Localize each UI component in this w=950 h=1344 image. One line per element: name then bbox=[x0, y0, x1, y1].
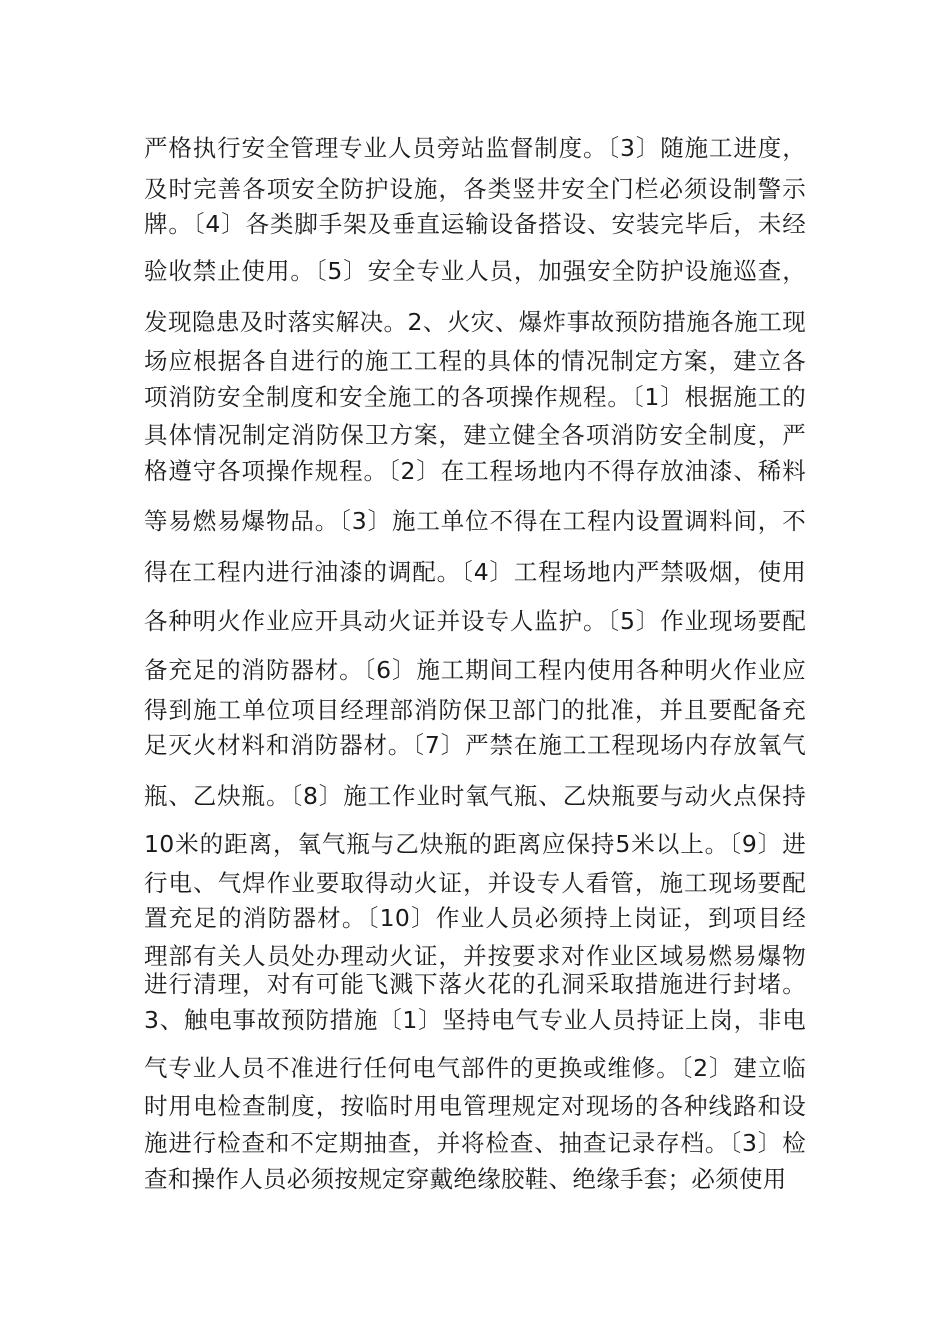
text-line: 置充足的消防器材。〔10〕作业人员必须持上岗证，到项目经 bbox=[144, 904, 806, 932]
text-line: 查和操作人员必须按规定穿戴绝缘胶鞋、绝缘手套；必须使用 bbox=[144, 1165, 787, 1193]
text-line: 10米的距离，氧气瓶与乙炔瓶的距离应保持5米以上。〔9〕进 bbox=[144, 830, 806, 858]
text-line: 项消防安全制度和安全施工的各项操作规程。〔1〕根据施工的 bbox=[144, 383, 806, 411]
text-line: 3、触电事故预防措施〔1〕坚持电气专业人员持证上岗，非电 bbox=[144, 1006, 806, 1034]
text-line: 施进行检查和不定期抽查，并将检查、抽查记录存档。〔3〕检 bbox=[144, 1129, 806, 1157]
text-line: 备充足的消防器材。〔6〕施工期间工程内使用各种明火作业应 bbox=[144, 656, 806, 684]
text-line: 气专业人员不准进行任何电气部件的更换或维修。〔2〕建立临 bbox=[144, 1054, 806, 1082]
text-line: 及时完善各项安全防护设施，各类竖井安全门栏必须设制警示 bbox=[144, 175, 806, 203]
text-line: 牌。〔4〕各类脚手架及垂直运输设备搭设、安装完毕后，未经 bbox=[144, 210, 806, 238]
text-line: 足灭火材料和消防器材。〔7〕严禁在施工工程现场内存放氧气 bbox=[144, 731, 806, 759]
text-line: 严格执行安全管理专业人员旁站监督制度。〔3〕随施工进度， bbox=[144, 134, 806, 162]
text-line: 发现隐患及时落实解决。2、火灾、爆炸事故预防措施各施工现 bbox=[144, 308, 806, 336]
text-line: 理部有关人员处办理动火证，并按要求对作业区域易燃易爆物 bbox=[144, 942, 806, 970]
text-line: 得在工程内进行油漆的调配。〔4〕工程场地内严禁吸烟，使用 bbox=[144, 558, 806, 586]
text-line: 时用电检查制度，按临时用电管理规定对现场的各种线路和设 bbox=[144, 1092, 806, 1120]
text-line: 具体情况制定消防保卫方案，建立健全各项消防安全制度，严 bbox=[144, 421, 806, 449]
text-line: 行电、气焊作业要取得动火证，并设专人看管，施工现场要配 bbox=[144, 869, 806, 897]
text-line: 各种明火作业应开具动火证并设专人监护。〔5〕作业现场要配 bbox=[144, 607, 806, 635]
text-line: 得到施工单位项目经理部消防保卫部门的批准，并且要配备充 bbox=[144, 696, 806, 724]
text-line: 场应根据各自进行的施工工程的具体的情况制定方案，建立各 bbox=[144, 347, 806, 375]
text-line: 等易燃易爆物品。〔3〕施工单位不得在工程内设置调料间，不 bbox=[144, 507, 806, 535]
text-line: 瓶、乙炔瓶。〔8〕施工作业时氧气瓶、乙炔瓶要与动火点保持 bbox=[144, 782, 806, 810]
text-line: 格遵守各项操作规程。〔2〕在工程场地内不得存放油漆、稀料 bbox=[144, 457, 806, 485]
text-line: 进行清理，对有可能飞溅下落火花的孔洞采取措施进行封堵。 bbox=[144, 970, 806, 998]
text-line: 验收禁止使用。〔5〕安全专业人员，加强安全防护设施巡查， bbox=[144, 257, 806, 285]
